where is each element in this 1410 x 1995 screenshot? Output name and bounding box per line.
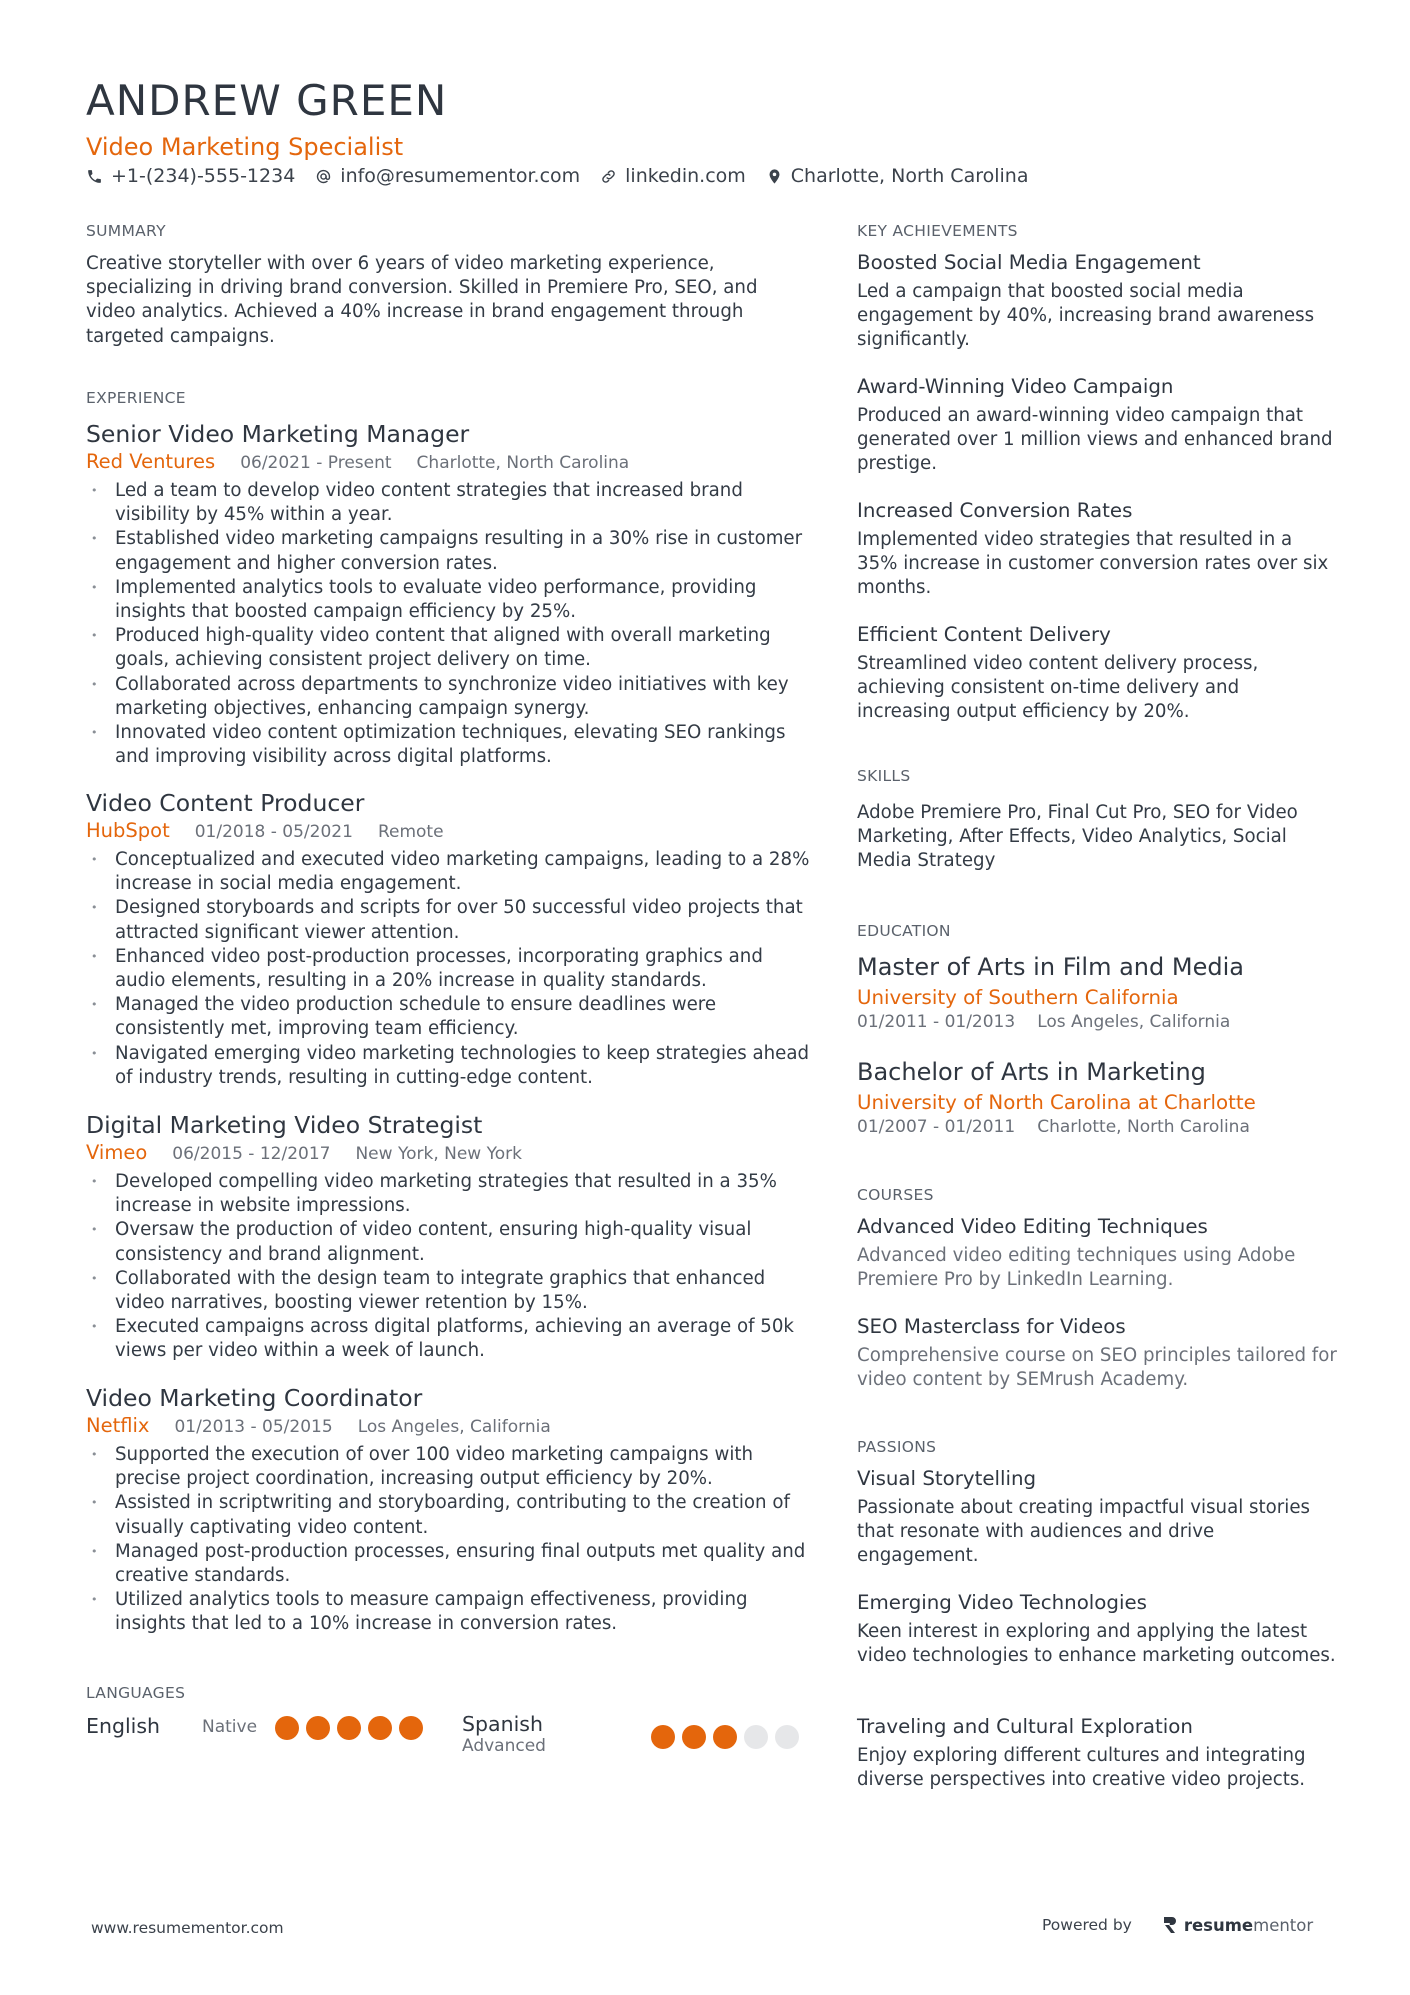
job-dates: 06/2021 - Present xyxy=(240,453,392,473)
job-dates: 01/2018 - 05/2021 xyxy=(194,822,353,842)
job-dates: 06/2015 - 12/2017 xyxy=(172,1144,331,1164)
education-label: EDUCATION xyxy=(857,922,951,940)
education-dates: 01/2007 - 01/2011 xyxy=(857,1117,1016,1137)
experience-label: EXPERIENCE xyxy=(86,389,186,407)
skills-text: Adobe Premiere Pro, Final Cut Pro, SEO for Video Marketing, After Effects, Video Analytics, Social Media Strategy xyxy=(857,802,1298,872)
passion-title: Traveling and Cultural Exploration xyxy=(857,1715,1193,1738)
rating-dot-filled xyxy=(337,1716,361,1740)
contact-phone[interactable] xyxy=(86,165,295,187)
rating-dot-filled xyxy=(399,1716,423,1740)
contact-location xyxy=(766,165,1029,187)
passions-label: PASSIONS xyxy=(857,1438,937,1456)
education-location: Los Angeles, California xyxy=(1037,1012,1231,1032)
bullet-item: • Assisted in scriptwriting and storyboarding, contributing to the creation of visually captivating video content. xyxy=(86,1491,811,1539)
experience-item xyxy=(86,1110,811,1364)
education-item xyxy=(857,1057,1337,1138)
achievement-item xyxy=(857,374,1337,477)
job-company: Netflix xyxy=(86,1414,150,1437)
brand-mark-icon xyxy=(1162,1915,1178,1935)
education-school: University of Southern California xyxy=(857,986,1179,1009)
bullet-item: • Navigated emerging video marketing technologies to keep strategies ahead of industry trends, resulting in cutting-edge content. xyxy=(86,1042,811,1090)
phone-text: +1-(234)-555-1234 xyxy=(111,165,296,187)
rating-dot-filled xyxy=(306,1716,330,1740)
languages-list xyxy=(86,1712,806,1762)
education-degree: Bachelor of Arts in Marketing xyxy=(857,1058,1206,1086)
location-text: Charlotte, North Carolina xyxy=(790,165,1029,187)
achievement-item xyxy=(857,498,1337,601)
job-bullets xyxy=(86,479,811,769)
job-location: Charlotte, North Carolina xyxy=(416,453,630,473)
job-meta xyxy=(86,450,811,473)
job-title: Video Content Producer xyxy=(86,789,365,817)
job-meta xyxy=(86,819,811,842)
language-level-wrap xyxy=(202,1717,257,1737)
courses-label: COURSES xyxy=(857,1186,934,1204)
course-text: Advanced video editing techniques using Adobe Premiere Pro by LinkedIn Learning. xyxy=(857,1245,1296,1291)
passion-title: Emerging Video Technologies xyxy=(857,1591,1147,1614)
language-rating xyxy=(651,1725,806,1749)
experience-item xyxy=(86,419,811,769)
passion-text: Enjoy exploring different cultures and integrating diverse perspectives into creative video projects. xyxy=(857,1745,1306,1791)
bullet-item: • Supported the execution of over 100 video marketing campaigns with precise project coordination, increasing output efficiency by 20%. xyxy=(86,1443,811,1491)
job-bullets xyxy=(86,1443,811,1637)
passion-item xyxy=(857,1466,1337,1569)
education-item xyxy=(857,952,1337,1033)
bullet-item: • Led a team to develop video content strategies that increased brand visibility by 45% within a year. xyxy=(86,479,811,527)
passion-text: Passionate about creating impactful visual stories that resonate with audiences and drive engagement. xyxy=(857,1497,1310,1567)
bullet-item: • Collaborated across departments to synchronize video initiatives with key marketing objectives, enhancing campaign synergy. xyxy=(86,673,811,721)
bullet-item: • Collaborated with the design team to integrate graphics that enhanced video narratives, boosting viewer retention by 15%. xyxy=(86,1267,811,1315)
skills-label: SKILLS xyxy=(857,767,911,785)
achievement-item xyxy=(857,622,1337,725)
bullet-item: • Designed storyboards and scripts for over 50 successful video projects that attracted significant viewer attention. xyxy=(86,896,811,944)
education-school: University of North Carolina at Charlotte xyxy=(857,1091,1256,1114)
brand-name-b: mentor xyxy=(1253,1915,1314,1935)
course-item xyxy=(857,1314,1337,1392)
job-company: HubSpot xyxy=(86,819,170,842)
achievement-title: Award-Winning Video Campaign xyxy=(857,375,1174,398)
job-location: New York, New York xyxy=(355,1144,522,1164)
language-level: Advanced xyxy=(462,1736,546,1756)
passion-item xyxy=(857,1590,1337,1668)
course-title: Advanced Video Editing Techniques xyxy=(857,1215,1208,1238)
language-item xyxy=(86,1714,160,1738)
job-title: Senior Video Marketing Manager xyxy=(86,420,470,448)
job-bullets xyxy=(86,848,811,1090)
footer-branding xyxy=(1042,1915,1313,1935)
summary-label: SUMMARY xyxy=(86,222,166,240)
job-dates: 01/2013 - 05/2015 xyxy=(174,1417,333,1437)
language-rating xyxy=(275,1716,430,1740)
achievement-text: Implemented video strategies that resulted in a 35% increase in customer conversion rates over six months. xyxy=(857,529,1329,599)
language-name: English xyxy=(86,1714,161,1738)
contact-email[interactable] xyxy=(315,165,580,187)
job-title: Digital Marketing Video Strategist xyxy=(86,1111,483,1139)
education-degree: Master of Arts in Film and Media xyxy=(857,953,1244,981)
phone-icon xyxy=(86,168,103,185)
passion-item xyxy=(857,1714,1337,1792)
linkedin-text: linkedin.com xyxy=(625,165,746,187)
rating-dot-filled xyxy=(682,1725,706,1749)
bullet-item: • Executed campaigns across digital platforms, achieving an average of 50k views per video within a week of launch. xyxy=(86,1315,811,1363)
achievement-title: Efficient Content Delivery xyxy=(857,623,1111,646)
bullet-item: • Managed post-production processes, ensuring final outputs met quality and creative standards. xyxy=(86,1540,811,1588)
brand-logo[interactable] xyxy=(1162,1915,1313,1935)
achievement-text: Streamlined video content delivery process, achieving consistent on-time delivery and increasing output efficiency by 20%. xyxy=(857,653,1259,723)
bullet-item: • Enhanced video post-production processes, incorporating graphics and audio elements, resulting in a 20% increase in quality standards. xyxy=(86,945,811,993)
bullet-item: • Managed the video production schedule to ensure deadlines were consistently met, improving team efficiency. xyxy=(86,993,811,1041)
language-name: Spanish xyxy=(462,1712,543,1736)
job-company: Vimeo xyxy=(86,1141,148,1164)
job-title: Video Marketing Coordinator xyxy=(86,1384,423,1412)
rating-dot-filled xyxy=(275,1716,299,1740)
rating-dot-filled xyxy=(651,1725,675,1749)
language-item xyxy=(462,1712,546,1756)
rating-dot-filled xyxy=(713,1725,737,1749)
achievement-title: Increased Conversion Rates xyxy=(857,499,1133,522)
achievements-label: KEY ACHIEVEMENTS xyxy=(857,222,1018,240)
achievement-title: Boosted Social Media Engagement xyxy=(857,251,1201,274)
bullet-item: • Conceptualized and executed video marketing campaigns, leading to a 28% increase in social media engagement. xyxy=(86,848,811,896)
education-meta xyxy=(857,1116,1337,1138)
rating-dot-filled xyxy=(368,1716,392,1740)
course-title: SEO Masterclass for Videos xyxy=(857,1315,1126,1338)
course-text: Comprehensive course on SEO principles tailored for video content by SEMrush Academy. xyxy=(857,1345,1337,1391)
education-location: Charlotte, North Carolina xyxy=(1037,1117,1250,1137)
experience-item xyxy=(86,1383,811,1637)
achievement-item xyxy=(857,250,1337,353)
bullet-item: • Implemented analytics tools to evaluate video performance, providing insights that boosted campaign efficiency by 25%. xyxy=(86,576,811,624)
bullet-item: • Developed compelling video marketing strategies that resulted in a 35% increase in website impressions. xyxy=(86,1170,811,1218)
bullet-item: • Innovated video content optimization techniques, elevating SEO rankings and improving visibility across digital platforms. xyxy=(86,721,811,769)
candidate-name: ANDREW GREEN xyxy=(86,76,448,125)
at-icon xyxy=(315,168,332,185)
bullet-item: • Utilized analytics tools to measure campaign effectiveness, providing insights that led to a 10% increase in conversion rates. xyxy=(86,1588,811,1636)
contact-linkedin[interactable] xyxy=(600,165,746,187)
summary-text: Creative storyteller with over 6 years of video marketing experience, specializing in driving brand conversion. Skilled in Premiere Pro, SEO, and video analytics. Achieved a 40% increase in brand engagement through targeted campaigns. xyxy=(86,253,758,347)
location-pin-icon xyxy=(766,168,783,185)
language-level: Native xyxy=(202,1717,258,1737)
brand-name-a: resume xyxy=(1183,1915,1254,1935)
passion-text: Keen interest in exploring and applying the latest video technologies to enhance marketing outcomes. xyxy=(857,1621,1336,1667)
job-location: Remote xyxy=(377,822,444,842)
experience-item xyxy=(86,788,811,1090)
education-dates: 01/2011 - 01/2013 xyxy=(857,1012,1016,1032)
bullet-item: • Produced high-quality video content that aligned with overall marketing goals, achieving consistent project delivery on time. xyxy=(86,624,811,672)
achievement-text: Produced an award-winning video campaign that generated over 1 million views and enhanced brand prestige. xyxy=(857,405,1333,475)
job-company: Red Ventures xyxy=(86,450,216,473)
email-text: info@resumementor.com xyxy=(340,165,581,187)
education-meta xyxy=(857,1011,1337,1033)
passion-title: Visual Storytelling xyxy=(857,1467,1037,1490)
job-bullets xyxy=(86,1170,811,1364)
link-icon xyxy=(600,168,617,185)
languages-label: LANGUAGES xyxy=(86,1684,186,1702)
rating-dot-empty xyxy=(744,1725,768,1749)
job-meta xyxy=(86,1414,811,1437)
footer-website-link[interactable]: www.resumementor.com xyxy=(91,1919,284,1937)
job-location: Los Angeles, California xyxy=(357,1417,551,1437)
course-item xyxy=(857,1214,1337,1292)
job-meta xyxy=(86,1141,811,1164)
achievement-text: Led a campaign that boosted social media engagement by 40%, increasing brand awareness significantly. xyxy=(857,281,1315,351)
bullet-item: • Oversaw the production of video content, ensuring high-quality visual consistency and brand alignment. xyxy=(86,1218,811,1266)
powered-by-label: Powered by xyxy=(1042,1916,1132,1934)
rating-dot-empty xyxy=(775,1725,799,1749)
bullet-item: • Established video marketing campaigns resulting in a 30% rise in customer engagement and higher conversion rates. xyxy=(86,527,811,575)
candidate-role: Video Marketing Specialist xyxy=(86,133,404,161)
contact-bar xyxy=(86,165,1048,187)
